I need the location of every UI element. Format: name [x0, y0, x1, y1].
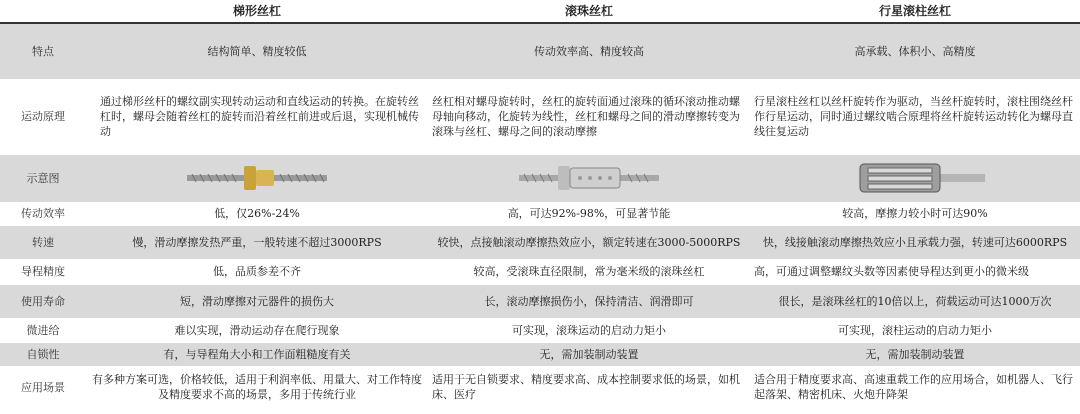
row-service-life — [0, 284, 1080, 318]
header-corner — [0, 0, 86, 23]
header-trapezoidal-screw: 梯形丝杠 — [86, 0, 428, 23]
cell: 慢，滑动摩擦发热严重，一般转速不超过3000RPS — [86, 225, 428, 259]
cell: 适用于无自锁要求、精度要求高、成本控制要求低的场景，如机床、医疗 — [428, 366, 750, 408]
row-label: 应用场景 — [0, 366, 86, 408]
cell: 低，仅26%-24% — [86, 202, 428, 225]
row-diagram — [0, 154, 1080, 202]
cell: 高承载、体积小、高精度 — [750, 23, 1080, 79]
row-label: 传动效率 — [0, 202, 86, 225]
cell: 难以实现，滑动运动存在爬行现象 — [86, 318, 428, 342]
cell: 低，品质参差不齐 — [86, 259, 428, 284]
header-ball-screw: 滚珠丝杠 — [428, 0, 750, 23]
header-row — [0, 0, 1080, 23]
row-speed — [0, 225, 1080, 259]
row-label: 特点 — [0, 23, 86, 79]
row-label: 自锁性 — [0, 342, 86, 366]
planetary-roller-screw-image — [750, 154, 1080, 202]
row-self-locking — [0, 342, 1080, 366]
cell: 无，需加装制动装置 — [750, 342, 1080, 366]
cell: 长，滚动摩擦损伤小，保持清洁、润滑即可 — [428, 284, 750, 318]
cell: 行星滚柱丝杠以丝杆旋转作为驱动，当丝杆旋转时，滚柱围绕丝杆作行星运动，同时通过螺纹啮合原理将丝杆旋转运动转化为螺母直线往复运动 — [750, 79, 1080, 154]
header-planetary-roller-screw: 行星滚柱丝杠 — [750, 0, 1080, 23]
row-feature — [0, 23, 1080, 79]
row-principle — [0, 79, 1080, 154]
cell: 很长，是滚珠丝杠的10倍以上，荷载运动可达1000万次 — [750, 284, 1080, 318]
cell: 适合用于精度要求高、高速重载工作的应用场合，如机器人、飞行起落架、精密机床、火炮升降架 — [750, 366, 1080, 408]
row-label: 导程精度 — [0, 259, 86, 284]
row-application — [0, 366, 1080, 408]
row-label: 转速 — [0, 225, 86, 259]
ball-screw-image — [428, 154, 750, 202]
cell: 有，与导程角大小和工作面粗糙度有关 — [86, 342, 428, 366]
row-label: 示意图 — [0, 154, 86, 202]
trapezoidal-screw-image — [86, 154, 428, 202]
cell: 较快，点接触滚动摩擦热效应小，额定转速在3000-5000RPS — [428, 225, 750, 259]
row-lead-accuracy — [0, 259, 1080, 284]
row-efficiency — [0, 202, 1080, 225]
cell: 较高，受滚珠直径限制，常为毫米级的滚珠丝杠 — [428, 259, 750, 284]
cell: 有多种方案可选，价格较低，适用于利润率低、用量大、对工作特度及精度要求不高的场景，多用于传统行业 — [86, 366, 428, 408]
cell: 传动效率高、精度较高 — [428, 23, 750, 79]
cell: 较高，摩擦力较小时可达90% — [750, 202, 1080, 225]
row-label: 运动原理 — [0, 79, 86, 154]
cell: 快，线接触滚动摩擦热效应小且承载力强，转速可达6000RPS — [750, 225, 1080, 259]
cell: 高，可通过调整螺纹头数等因素使导程达到更小的微米级 — [750, 259, 1080, 284]
row-label: 微进给 — [0, 318, 86, 342]
cell: 丝杠相对螺母旋转时，丝杠的旋转面通过滚珠的循环滚动推动螺母轴向移动，化旋转为线性，丝杠和螺母之间的滑动摩擦转变为滚珠与丝杠、螺母之间的滚动摩擦 — [428, 79, 750, 154]
row-micro-feed — [0, 318, 1080, 342]
cell: 通过梯形丝杆的螺纹副实现转动运动和直线运动的转换。在旋转丝杠时，螺母会随着丝杠的旋转而沿着丝杠前进或后退，实现机械传动 — [86, 79, 428, 154]
cell: 可实现，滚珠运动的启动力矩小 — [428, 318, 750, 342]
cell: 可实现，滚柱运动的启动力矩小 — [750, 318, 1080, 342]
cell: 高，可达92%-98%，可显著节能 — [428, 202, 750, 225]
cell: 结构简单、精度较低 — [86, 23, 428, 79]
cell: 无，需加装制动装置 — [428, 342, 750, 366]
cell: 短，滑动摩擦对元器件的损伤大 — [86, 284, 428, 318]
row-label: 使用寿命 — [0, 284, 86, 318]
